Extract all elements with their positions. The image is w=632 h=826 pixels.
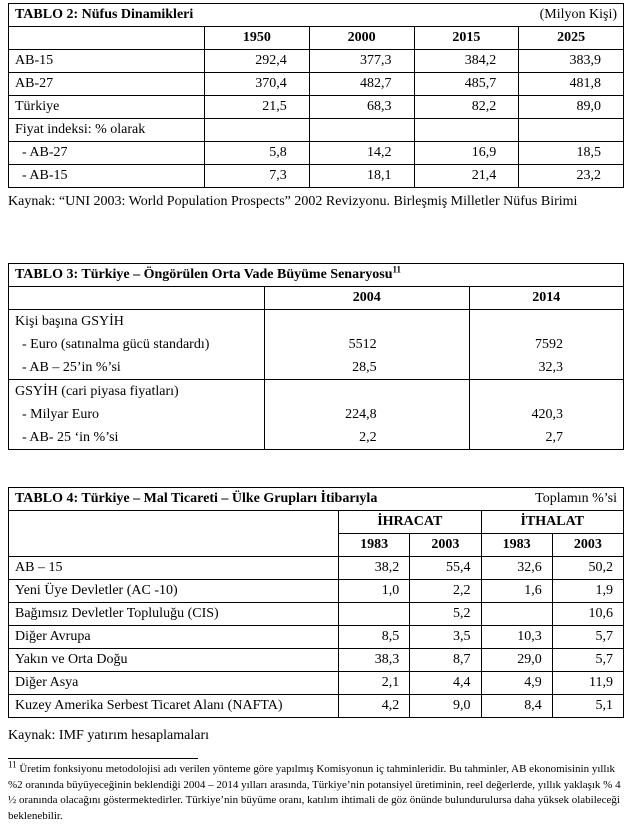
footnote-divider <box>8 758 198 759</box>
footnote <box>8 759 624 824</box>
table-4-title-row <box>9 488 624 511</box>
year-header: 2025 <box>519 27 624 50</box>
row-label: Yeni Üye Devletler (AC -10) <box>9 580 339 603</box>
table-4-title: TABLO 4: Türkiye – Mal Ticareti – Ülke Grupları İtibarıyla <box>15 491 378 506</box>
table-2-title-row <box>9 4 624 27</box>
cell: 370,4 <box>205 73 310 96</box>
table-4-group-header-row <box>9 511 624 534</box>
cell: 32,6 <box>481 557 552 580</box>
cell: 7592 <box>535 337 563 352</box>
table-3-header-row <box>9 287 624 310</box>
cell: 485,7 <box>414 73 519 96</box>
table-row <box>9 165 624 188</box>
group-values <box>265 310 470 380</box>
cell: 482,7 <box>309 73 414 96</box>
cell: 8,7 <box>410 649 481 672</box>
row-label: AB-15 <box>9 50 205 73</box>
cell: 16,9 <box>414 142 519 165</box>
cell: 3,5 <box>410 626 481 649</box>
row-label: - AB- 25 ‘in %’si <box>15 430 119 445</box>
group-values <box>469 310 623 380</box>
group-labels <box>9 380 265 450</box>
row-label: Fiyat indeksi: % olarak <box>9 119 205 142</box>
group-labels <box>9 310 265 380</box>
table-4-corner <box>9 511 339 557</box>
group-header-import: İTHALAT <box>481 511 624 534</box>
cell: 481,8 <box>519 73 624 96</box>
cell: 2,7 <box>545 430 563 445</box>
cell: 55,4 <box>410 557 481 580</box>
table-row <box>9 119 624 142</box>
table-row <box>9 649 624 672</box>
year-header: 1950 <box>205 27 310 50</box>
table-row <box>9 142 624 165</box>
cell: 5,7 <box>552 649 623 672</box>
table-3-corner <box>9 287 265 310</box>
year-header: 1983 <box>481 534 552 557</box>
table-row <box>9 557 624 580</box>
row-label: - Milyar Euro <box>15 407 99 422</box>
table-2-corner <box>9 27 205 50</box>
year-header: 2014 <box>469 287 623 310</box>
cell <box>481 603 552 626</box>
table-row <box>9 580 624 603</box>
row-label: Diğer Avrupa <box>9 626 339 649</box>
cell <box>205 119 310 142</box>
table-3 <box>8 263 624 450</box>
year-header: 2015 <box>414 27 519 50</box>
table-row <box>9 50 624 73</box>
cell: 38,2 <box>339 557 410 580</box>
table-row <box>9 73 624 96</box>
table-row <box>9 96 624 119</box>
cell <box>519 119 624 142</box>
cell: 18,1 <box>309 165 414 188</box>
group-label: Kişi başına GSYİH <box>15 314 124 329</box>
cell: 4,4 <box>410 672 481 695</box>
cell: 32,3 <box>538 360 563 375</box>
cell: 68,3 <box>309 96 414 119</box>
table-3-group-2 <box>9 380 624 450</box>
table-row <box>9 603 624 626</box>
cell: 4,2 <box>339 695 410 718</box>
row-label: AB-27 <box>9 73 205 96</box>
row-label: - AB-27 <box>9 142 205 165</box>
cell: 5,1 <box>552 695 623 718</box>
cell: 23,2 <box>519 165 624 188</box>
table-3-title-row <box>9 264 624 287</box>
cell: 377,3 <box>309 50 414 73</box>
cell: 7,3 <box>205 165 310 188</box>
row-label: Bağımsız Devletler Topluluğu (CIS) <box>9 603 339 626</box>
row-label: - AB-15 <box>9 165 205 188</box>
table-row <box>9 672 624 695</box>
table-2-unit: (Milyon Kişi) <box>539 7 617 22</box>
year-header: 2003 <box>410 534 481 557</box>
year-header: 2000 <box>309 27 414 50</box>
cell: 38,3 <box>339 649 410 672</box>
row-label: Diğer Asya <box>9 672 339 695</box>
row-label: - Euro (satınalma gücü standardı) <box>15 337 210 352</box>
cell: 14,2 <box>309 142 414 165</box>
cell <box>339 603 410 626</box>
table-2-title: TABLO 2: Nüfus Dinamikleri <box>15 7 194 22</box>
footnote-mark: 11 <box>8 759 17 770</box>
cell <box>309 119 414 142</box>
group-header-export: İHRACAT <box>339 511 482 534</box>
cell: 5,8 <box>205 142 310 165</box>
cell: 29,0 <box>481 649 552 672</box>
group-values <box>469 380 623 450</box>
cell: 18,5 <box>519 142 624 165</box>
cell: 1,6 <box>481 580 552 603</box>
cell <box>414 119 519 142</box>
cell: 5,2 <box>410 603 481 626</box>
cell: 5512 <box>348 337 377 352</box>
cell: 384,2 <box>414 50 519 73</box>
group-label: GSYİH (cari piyasa fiyatları) <box>15 384 179 399</box>
cell: 89,0 <box>519 96 624 119</box>
footnote-text: Üretim fonksiyonu metodolojisi adı verilen yönteme göre yapılmış Komisyonun iç tahminleridir. Bu tahminler, AB ekonomisinin yıllık %2 oranında büyüyeceğinin beklendiği 2004 – 2014 yılları arasında, Türkiye’nin potansiyel üretiminin, reel değerlerde, yıllık yaklaşık % 4 ½ oranında olacağını göstermektedirler. Türkiye’nin büyüme oranı, katılım ihtimali de göz önünde bulundurulursa daha yüksek olabileceği beklenebilir. <box>8 763 621 822</box>
table-2 <box>8 3 624 188</box>
row-label: - AB – 25’in %’si <box>15 360 121 375</box>
cell: 2,2 <box>410 580 481 603</box>
cell: 2,2 <box>359 430 377 445</box>
cell: 292,4 <box>205 50 310 73</box>
cell: 50,2 <box>552 557 623 580</box>
cell: 4,9 <box>481 672 552 695</box>
cell: 420,3 <box>531 407 563 422</box>
cell: 2,1 <box>339 672 410 695</box>
table-3-group-1 <box>9 310 624 380</box>
cell: 9,0 <box>410 695 481 718</box>
footnote-mark: 11 <box>392 264 402 275</box>
year-header: 1983 <box>339 534 410 557</box>
year-header: 2003 <box>552 534 623 557</box>
table-2-source: Kaynak: “UNI 2003: World Population Prospects” 2002 Revizyonu. Birleşmiş Milletler Nüfus Birimi <box>8 194 578 209</box>
row-label: Yakın ve Orta Doğu <box>9 649 339 672</box>
cell: 11,9 <box>552 672 623 695</box>
cell: 21,4 <box>414 165 519 188</box>
year-header: 2004 <box>265 287 470 310</box>
cell: 1,9 <box>552 580 623 603</box>
table-row <box>9 695 624 718</box>
table-3-title: TABLO 3: Türkiye – Öngörülen Orta Vade Büyüme Senaryosu <box>15 267 393 282</box>
cell: 8,5 <box>339 626 410 649</box>
cell: 224,8 <box>345 407 377 422</box>
cell: 8,4 <box>481 695 552 718</box>
cell: 21,5 <box>205 96 310 119</box>
row-label: Kuzey Amerika Serbest Ticaret Alanı (NAFTA) <box>9 695 339 718</box>
table-row <box>9 626 624 649</box>
cell: 383,9 <box>519 50 624 73</box>
table-4-unit: Toplamın %’si <box>535 491 617 506</box>
group-values <box>265 380 470 450</box>
table-4-source: Kaynak: IMF yatırım hesaplamaları <box>8 728 209 743</box>
cell: 1,0 <box>339 580 410 603</box>
cell: 10,6 <box>552 603 623 626</box>
cell: 5,7 <box>552 626 623 649</box>
cell: 82,2 <box>414 96 519 119</box>
row-label: AB – 15 <box>9 557 339 580</box>
table-4 <box>8 487 624 718</box>
row-label: Türkiye <box>9 96 205 119</box>
cell: 10,3 <box>481 626 552 649</box>
table-2-header-row <box>9 27 624 50</box>
cell: 28,5 <box>352 360 377 375</box>
